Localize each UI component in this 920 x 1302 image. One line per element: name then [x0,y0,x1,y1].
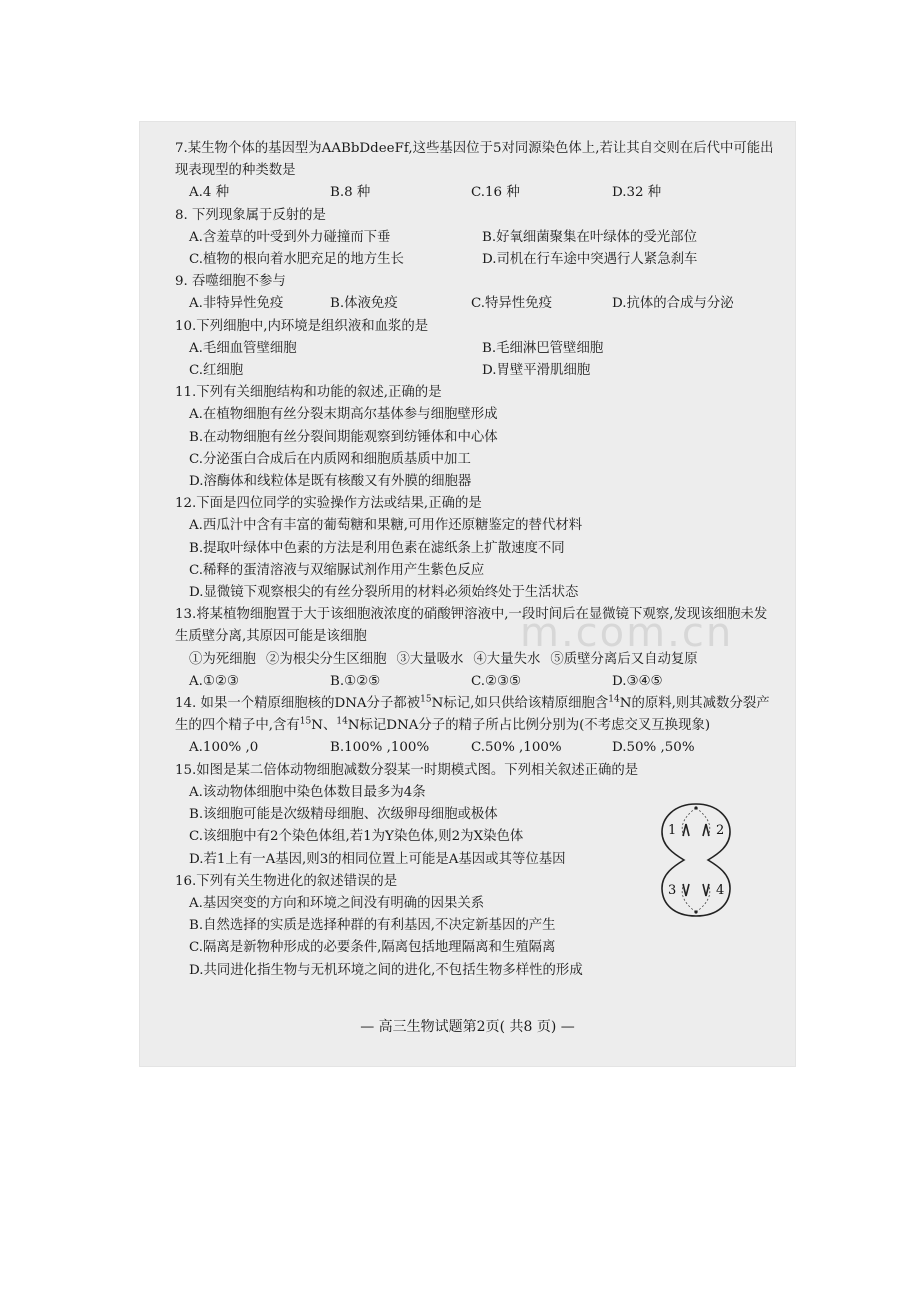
option-d: D.胃壁平滑肌细胞 [482,363,591,379]
option-b: B.体液免疫 [330,296,398,312]
option-row [175,182,775,204]
option-b: B.毛细淋巴管壁细胞 [482,340,604,356]
option-c: C.分泌蛋白合成后在内质网和细胞质基质中加工 [189,451,471,467]
option-d: D.司机在行车途中突遇行人紧急刹车 [482,252,698,268]
statement-5: ⑤质壁分离后又自动复原 [550,651,698,667]
label-3: 3 [668,883,677,898]
option-a: A.西瓜汁中含有丰富的葡萄糖和果糖,可用作还原糖鉴定的替代材料 [189,518,583,534]
option-b: B.100% ,100% [330,740,430,756]
option-b: B.①②⑤ [330,673,381,689]
stem-part: N、 [311,718,337,734]
option-d: D.溶酶体和线粒体是既有核酸又有外膜的细胞器 [189,474,472,490]
option-row [175,671,775,693]
question-stem: 15.如图是某二倍体动物细胞减数分裂某一时期模式图。下列相关叙述正确的是 [175,762,639,778]
option-c: C.红细胞 [189,363,244,379]
option-d: D.共同进化指生物与无机环境之间的进化,不包括生物多样性的形成 [189,962,583,978]
option-c: C.②③⑤ [471,673,522,689]
centriole [694,910,697,913]
stem-part: 14. 如果一个精原细胞核的DNA分子都被 [175,696,421,712]
option-a: A.100% ,0 [189,740,259,756]
option-b: B.自然选择的实质是选择种群的有利基因,不决定新基因的产生 [189,918,556,934]
question-stem: 7.某生物个体的基因型为AABbDdeeFf,这些基因位于5对同源染色体上,若让其自交则在后代中可能出现表现型的种类数是 [175,141,774,179]
question-8 [175,205,775,272]
option-c: C.16 种 [471,185,520,201]
question-stem: 9. 吞噬细胞不参与 [175,274,286,290]
option-d: D.若1上有一A基因,则3的相同位置上可能是A基因或其等位基因 [189,851,566,867]
option-a: A.4 种 [189,185,230,201]
statement-3: ③大量吸水 [396,651,464,667]
option-a: A.在植物细胞有丝分裂末期高尔基体参与细胞壁形成 [189,407,498,423]
option-b: B.提取叶绿体中色素的方法是利用色素在滤纸条上扩散速度不同 [189,540,565,556]
page-footer: — 高三生物试题第2页( 共8 页) — [360,1019,575,1035]
question-stem: 16.下列有关生物进化的叙述错误的是 [175,873,398,889]
option-d: D.32 种 [612,185,662,201]
option-b: B.好氧细菌聚集在叶绿体的受光部位 [482,229,697,245]
statement-4: ④大量失水 [473,651,541,667]
option-a: A.①②③ [189,673,239,689]
option-a: A.基因突变的方向和环境之间没有明确的因果关系 [189,895,485,911]
question-stem: 11.下列有关细胞结构和功能的叙述,正确的是 [175,385,442,401]
question-12 [175,493,775,604]
option-d: D.③④⑤ [612,673,663,689]
cell-diagram [656,800,736,920]
question-11 [175,382,775,493]
label-4: 4 [716,883,725,898]
option-row [175,338,775,382]
question-10 [175,316,775,383]
isotope-superscript: 15 [420,694,432,705]
option-row [175,737,775,759]
isotope-superscript: 15 [299,716,312,727]
option-a: A.含羞草的叶受到外力碰撞而下垂 [189,229,391,245]
label-2: 2 [716,823,725,838]
isotope-superscript: 14 [608,694,620,705]
question-stem: 13.将某植物细胞置于大于该细胞液浓度的硝酸钾溶液中,一段时间后在显微镜下观察,发现该细胞未发生质壁分离,其原因可能是该细胞 [175,607,768,645]
option-d: D.50% ,50% [612,740,695,756]
option-row [175,227,775,271]
question-13 [175,604,775,693]
statement-row [175,649,775,671]
option-c: C.50% ,100% [471,740,562,756]
option-a: A.毛细血管壁细胞 [189,340,297,356]
question-stem: 12.下面是四位同学的实验操作方法或结果,正确的是 [175,496,482,512]
option-a: A.该动物体细胞中染色体数目最多为4条 [189,784,426,800]
option-row [175,293,775,315]
option-c: C.稀释的蛋清溶液与双缩脲试剂作用产生紫色反应 [189,562,485,578]
option-b: B.8 种 [330,185,371,201]
question-stem [175,693,775,737]
cell-membrane [662,804,730,916]
question-7 [175,138,775,205]
chromosome-3 [683,884,689,896]
stem-part: N的原料,则其减数分裂产生的四个精子中,含有 [175,696,770,734]
question-9 [175,271,775,315]
option-c: C.植物的根向着水肥充足的地方生长 [189,252,404,268]
stem-part: N标记,如只供给该精原细胞含 [431,696,609,712]
centriole [694,806,697,809]
option-b: B.在动物细胞有丝分裂间期能观察到纺锤体和中心体 [189,429,498,445]
option-row [175,515,775,604]
option-d: D.抗体的合成与分泌 [612,296,734,312]
statement-1: ①为死细胞 [189,651,256,667]
option-c: C.隔离是新物种形成的必要条件,隔离包括地理隔离和生殖隔离 [189,940,556,956]
question-stem: 8. 下列现象属于反射的是 [175,207,326,223]
stem-part: N标记DNA分子的精子所占比例分别为(不考虑交叉互换现象) [347,718,711,734]
isotope-superscript: 14 [336,716,348,727]
option-row [175,404,775,493]
option-b: B.该细胞可能是次级精母细胞、次级卵母细胞或极体 [189,807,498,823]
chromosome-2 [703,824,709,836]
watermark: m.com.cn [520,610,734,656]
option-c: C.特异性免疫 [471,296,552,312]
option-d: D.显微镜下观察根尖的有丝分裂所用的材料必须始终处于生活状态 [189,585,579,601]
question-stem: 10.下列细胞中,内环境是组织液和血浆的是 [175,318,429,334]
cell-division-figure [656,800,736,920]
statement-2: ②为根尖分生区细胞 [265,651,387,667]
chromosome-1 [683,824,689,836]
option-c: C.该细胞中有2个染色体组,若1为Y染色体,则2为X染色体 [189,829,524,845]
label-1: 1 [668,823,677,838]
option-a: A.非特异性免疫 [189,296,284,312]
question-14 [175,693,775,760]
chromosome-4 [703,884,709,896]
